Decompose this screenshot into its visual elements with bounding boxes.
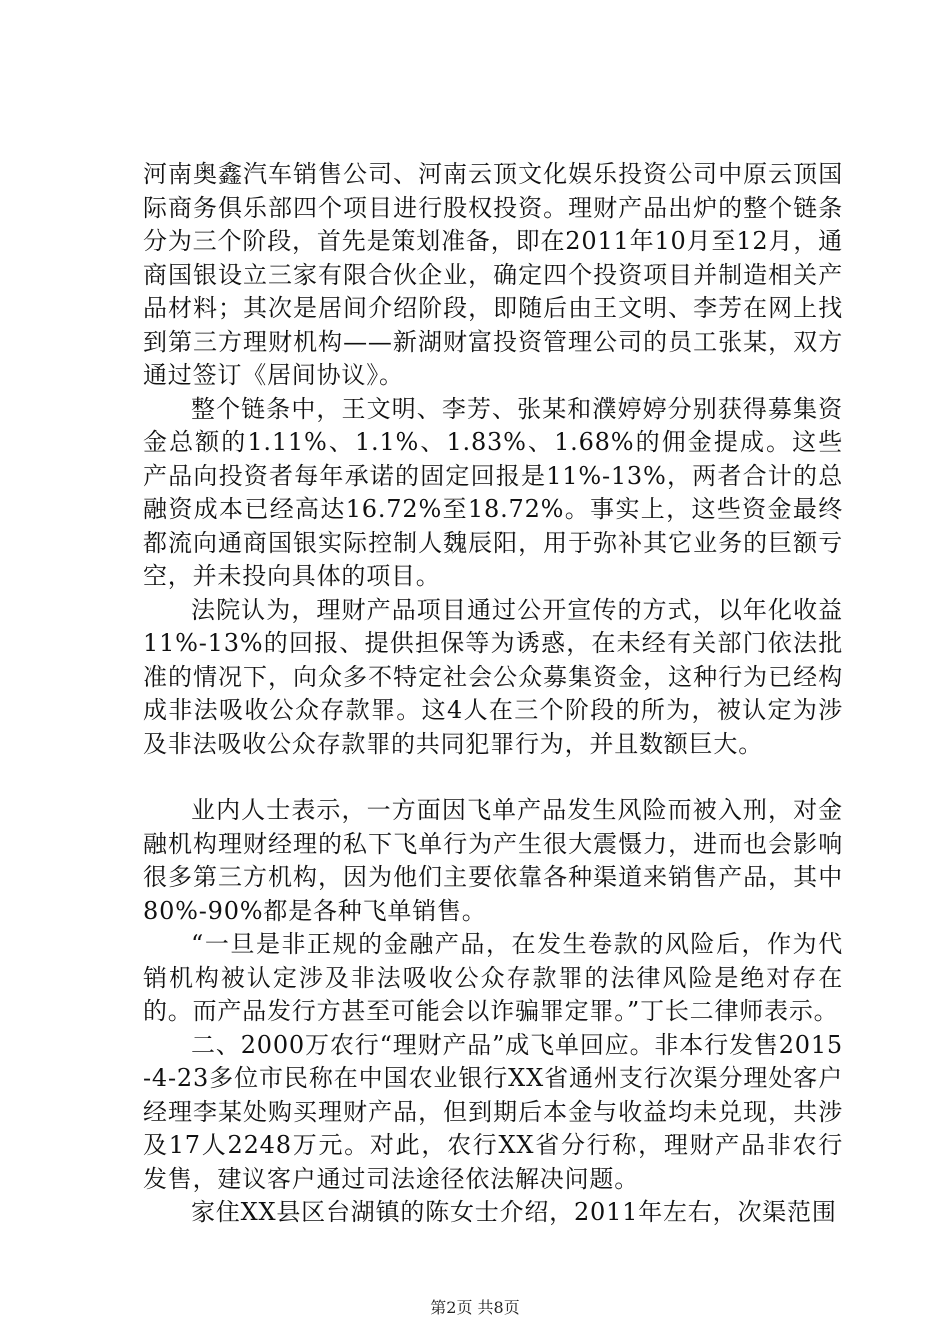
paragraph-court-opinion: 法院认为，理财产品项目通过公开宣传的方式，以年化收益11%-13%的回报、提供担保等为诱惑，在未经有关部门依法批准的情况下，向众多不特定社会公众募集资金，这种行为已经构成非法吸收公众存款罪。这4人在三个阶段的所为，被认定为涉及非法吸收公众存款罪的共同犯罪行为，并且数额巨大。 xyxy=(143,595,843,758)
paragraph-abc-case: 二、2000万农行“理财产品”成飞单回应。非本行发售2015-4-23多位市民称在中国农业银行XX省通州支行次渠分理处客户经理李某处购买理财产品，但到期后本金与收益均未兑现，共涉及17人2248万元。对此，农行XX省分行称，理财产品非农行发售，建议客户通过司法途径依法解决问题。 xyxy=(143,1030,843,1193)
document-body xyxy=(143,158,843,1230)
paragraph-lawyer-quote: “一旦是非正规的金融产品，在发生卷款的风险后，作为代销机构被认定涉及非法吸收公众存款罪的法律风险是绝对存在的。而产品发行方甚至可能会以诈骗罪定罪。”丁长二律师表示。 xyxy=(143,930,843,1025)
paragraph-commission: 整个链条中，王文明、李芳、张某和濮婷婷分别获得募集资金总额的1.11%、1.1%、1.83%、1.68%的佣金提成。这些产品向投资者每年承诺的固定回报是11%-13%，两者合计的总融资成本已经高达16.72%至18.72%。事实上，这些资金最终都流向通商国银实际控制人魏辰阳，用于弥补其它业务的巨额亏空，并未投向具体的项目。 xyxy=(143,394,843,590)
paragraph-industry-view: 业内人士表示，一方面因飞单产品发生风险而被入刑，对金融机构理财经理的私下飞单行为产生很大震慑力，进而也会影响很多第三方机构，因为他们主要依靠各种渠道来销售产品，其中80%-90%都是各种飞单销售。 xyxy=(143,796,843,925)
paragraph-resident-account: 家住XX县区台湖镇的陈女士介绍，2011年左右，次渠范围 xyxy=(191,1198,837,1226)
page-number-footer: 第2页 共8页 xyxy=(430,1298,520,1317)
paragraph-equity-investment: 河南奥鑫汽车销售公司、河南云顶文化娱乐投资公司中原云顶国际商务俱乐部四个项目进行股权投资。理财产品出炉的整个链条分为三个阶段，首先是策划准备，即在2011年10月至12月，通商国银设立三家有限合伙企业，确定四个投资项目并制造相关产品材料；其次是居间介绍阶段，即随后由王文明、李芳在网上找到第三方理财机构——新湖财富投资管理公司的员工张某，双方通过签订《居间协议》。 xyxy=(143,160,843,389)
